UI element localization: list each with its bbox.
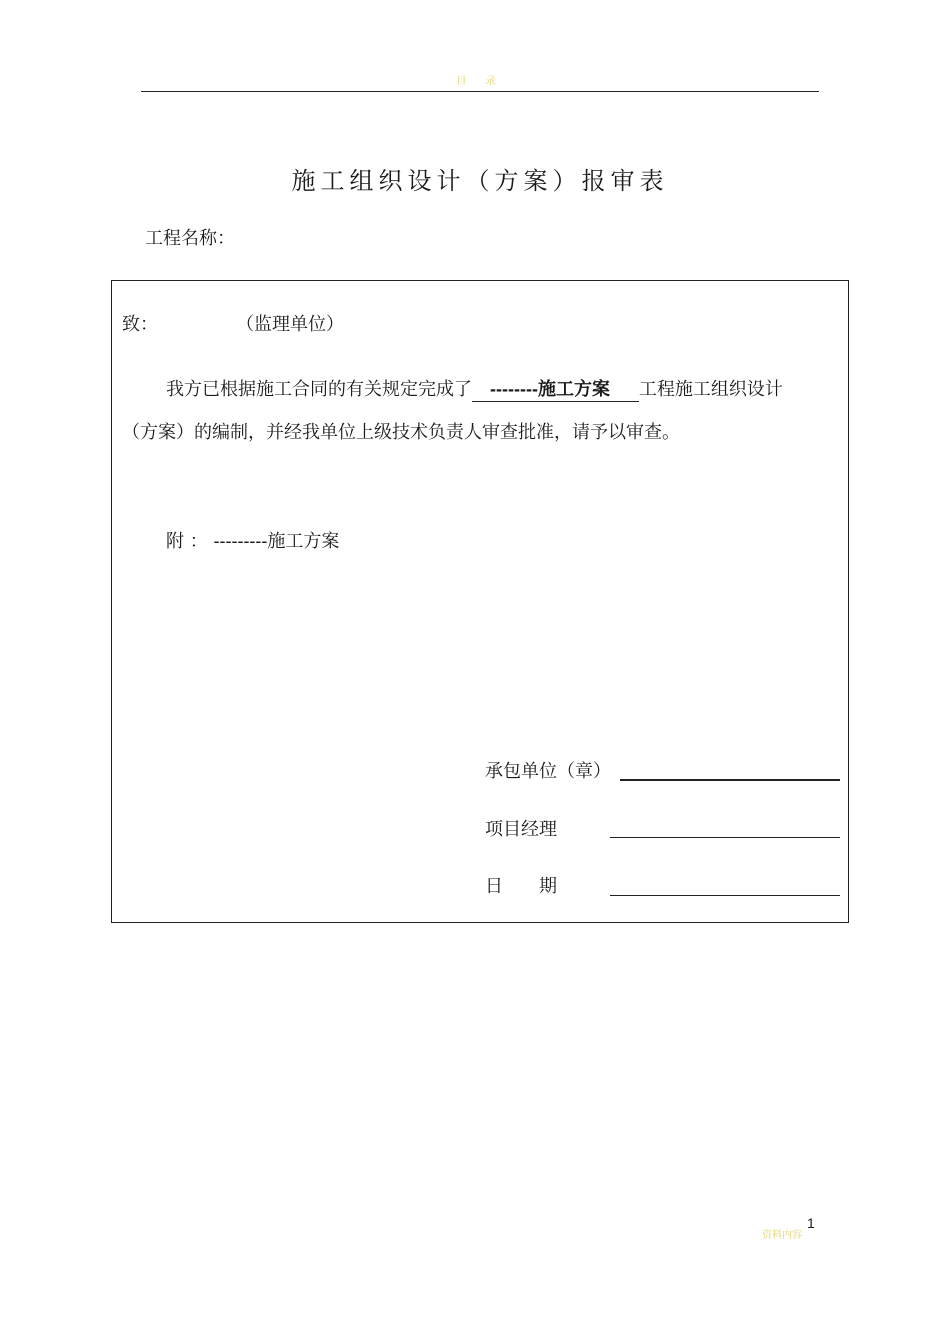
scheme-name-value: --------施工方案 — [490, 379, 610, 399]
page-number: 1 — [807, 1215, 815, 1231]
attachment-value: ---------施工方案 — [213, 531, 340, 551]
attachment-label: 附 ： — [166, 531, 208, 552]
body-line-1 — [166, 375, 783, 402]
to-label: 致： — [122, 314, 158, 335]
scheme-name-blank — [472, 375, 639, 402]
document-title: 施工组织设计（方案）报审表 — [291, 167, 669, 195]
footer-text: 资料内容 — [762, 1230, 802, 1241]
attachment-row — [166, 527, 339, 553]
date-label: 日 期 — [485, 876, 557, 897]
form-box — [111, 280, 849, 923]
header-rule — [141, 91, 819, 92]
body-line-2: （方案）的编制，并经我单位上级技术负责人审查批准，请予以审查。 — [122, 422, 680, 443]
contractor-signature-line — [620, 779, 840, 781]
contractor-label: 承包单位（章） — [485, 761, 611, 782]
manager-label: 项目经理 — [485, 819, 557, 840]
page-header-text: 目 录 — [456, 76, 504, 87]
body-line1-prefix: 我方已根据施工合同的有关规定完成了 — [166, 379, 472, 400]
project-name-label: 工程名称： — [145, 228, 235, 249]
body-line1-suffix: 工程施工组织设计 — [638, 379, 783, 400]
manager-signature-line — [610, 837, 840, 838]
supervisor-unit: （监理单位） — [236, 314, 344, 335]
date-signature-line — [610, 895, 840, 896]
